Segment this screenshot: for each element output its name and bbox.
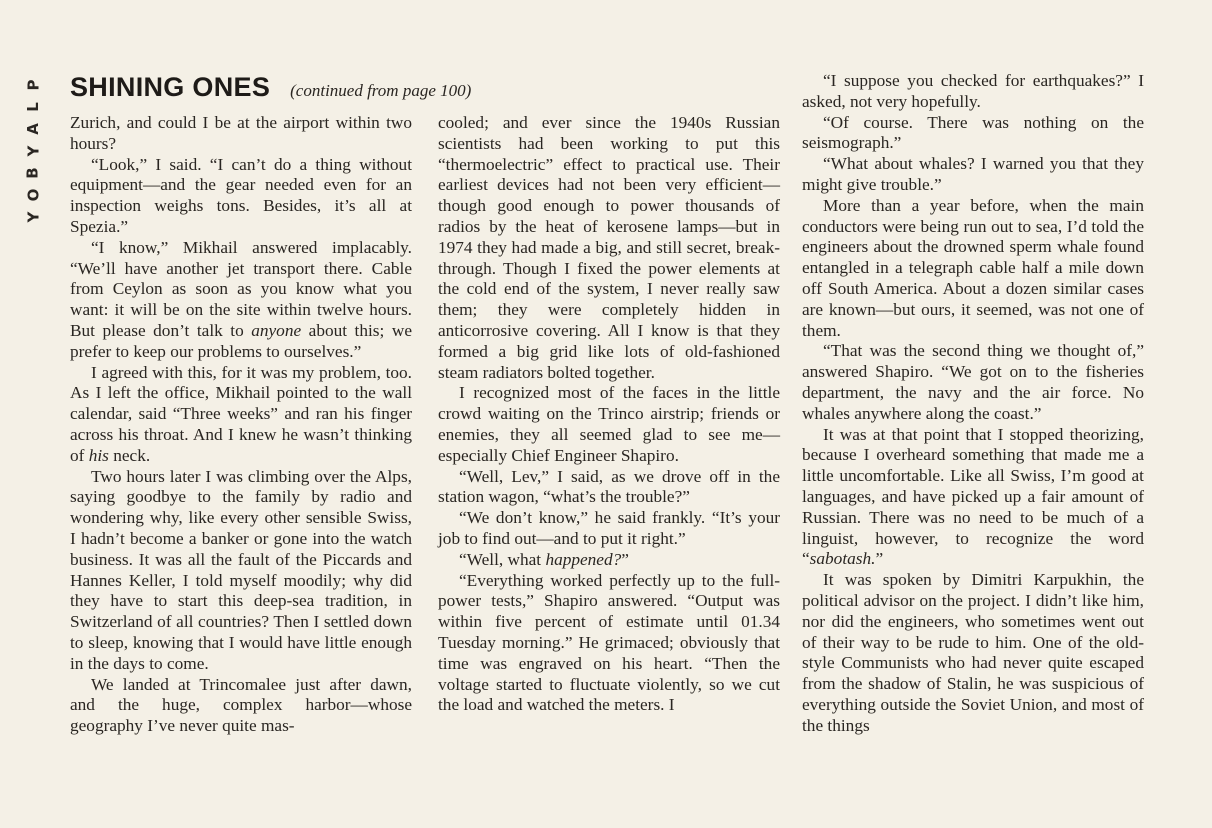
- paragraph: [802, 113, 1144, 155]
- text-column-2: [438, 113, 780, 716]
- text-run: “I know,” Mikhail answered implacably. “We’ll have another jet transport there. Cable from Ceylon as soon as you know what you want: it will be on the site within twelve hours. But please don’t talk to: [70, 237, 412, 340]
- paragraph: [802, 341, 1144, 424]
- text-run: More than a year before, when the main conductors were being run out to sea, I’d told the engineers about the drowned sperm whale found entangled in a telegraph cable half a mile down off South America. About a dozen similar cases are known—but ours, it seemed, was not one of them.: [802, 195, 1144, 340]
- text-run: “Of course. There was nothing on the seismograph.”: [802, 112, 1144, 153]
- spine-letter: B: [24, 167, 42, 179]
- continued-note: (continued from page 100): [290, 81, 472, 100]
- paragraph: [70, 155, 412, 238]
- text-run: I agreed with this, for it was my problem, too. As I left the office, Mikhail pointed to the wall calendar, said “Three weeks” and ran his finger across his throat. And I knew he wasn’t thinking of: [70, 362, 412, 465]
- paragraph: [438, 550, 780, 571]
- text-run: about this; we prefer to keep our problems to ourselves.”: [70, 320, 412, 361]
- text-column-1: [70, 113, 412, 737]
- text-run: “Well, what: [459, 549, 546, 569]
- paragraph: [802, 154, 1144, 196]
- paragraph: [802, 425, 1144, 571]
- text-run: ”: [621, 549, 629, 569]
- paragraph: [70, 113, 412, 155]
- paragraph: [70, 238, 412, 363]
- paragraph: [70, 467, 412, 675]
- page-header: [70, 72, 790, 103]
- text-run: ”: [875, 549, 884, 569]
- emphasis-text: his: [88, 445, 109, 465]
- text-run: “What about whales? I warned you that they might give trouble.”: [802, 154, 1144, 194]
- paragraph: [70, 675, 412, 737]
- text-run: cooled; and ever since the 1940s Russian scientists had been working to put this “thermoelectric” effect to practical use. Their earliest devices had not been very efficient—though good enough to power thousands of radios by the heat of kerosene lamps—but in 1974 they had made a big, and still secret, break-through. Though I fixed the power elements at the cold end of the system, I never really saw them; they were completely hidden in anticorrosive covering. All I know is that they formed a big grid like lots of old-fashioned steam radiators bolted together.: [438, 113, 780, 382]
- spine-letter: Y: [24, 211, 42, 223]
- paragraph: [438, 113, 780, 383]
- paragraph: [70, 363, 412, 467]
- text-run: “I suppose you checked for earthquakes?” I asked, not very hopefully.: [802, 71, 1144, 111]
- text-run: Two hours later I was climbing over the Alps, saying goodbye to the family by radio and wondering why, like every other sensible Swiss, I hadn’t become a banker or gone into the watch business. It was all the fault of the Piccards and Hannes Keller, I told myself moodily; why did they have to start this deep-sea tradition, in Switzerland of all countries? Then I settled down to sleep, knowing that I would have little enough in the days to come.: [70, 466, 412, 673]
- spine-letter: Y: [24, 145, 42, 157]
- magazine-spine: [18, 74, 48, 228]
- text-run: I recognized most of the faces in the little crowd waiting on the Trinco airstrip; friends or enemies, they all seemed glad to see me—especially Chief Engineer Shapiro.: [438, 383, 780, 465]
- text-run: “Look,” I said. “I can’t do a thing without equipment—and the gear needed even for an inspection weighs tons. Besides, it’s all at Spezia.”: [70, 154, 412, 236]
- paragraph: [802, 570, 1144, 736]
- spine-letter: P: [24, 79, 42, 91]
- article-title: SHINING ONES: [70, 72, 271, 102]
- emphasis-text: anyone: [251, 320, 302, 340]
- text-run: It was at that point that I stopped theorizing, because I overheard something that made me a little uncomfortable. Like all Swiss, I’m good at languages, and have picked up a fair amount of Russian. There was no need to be much of a linguist, however, to recognize the word “: [802, 424, 1144, 569]
- emphasis-text: happened?: [545, 549, 622, 569]
- paragraph: [438, 467, 780, 509]
- spine-letter: A: [23, 123, 42, 135]
- text-run: It was spoken by Dimitri Karpukhin, the political advisor on the project. I didn’t like him, nor did the engineers, who sometimes went out of their way to be rude to him. One of the old-style Communists who had never quite escaped from the shadow of Stalin, he was suspicious of everything outside the Soviet Union, and most of the things: [802, 570, 1144, 735]
- text-run: “Well, Lev,” I said, as we drove off in the station wagon, “what’s the trouble?”: [438, 466, 780, 507]
- text-run: “Everything worked perfectly up to the full-power tests,” Shapiro answered. “Output was within five percent of estimate until 01.34 Tuesday morning.” He grimaced; obviously that time was engraved on his heart. “Then the voltage started to fluctuate violently, so we cut the load and watched the meters. I: [438, 570, 780, 715]
- text-run: neck.: [108, 445, 151, 465]
- text-run: Zurich, and could I be at the airport within two hours?: [70, 113, 412, 153]
- paragraph: [438, 508, 780, 550]
- text-run: “We don’t know,” he said frankly. “It’s your job to find out—and to put it right.”: [438, 508, 780, 548]
- paragraph: [438, 571, 780, 717]
- paragraph: [802, 196, 1144, 342]
- text-run: “That was the second thing we thought of,” answered Shapiro. “We got on to the fisheries department, the navy and the air force. No whales anywhere along the coast.”: [802, 341, 1144, 423]
- paragraph: [438, 383, 780, 466]
- spine-letter: L: [24, 102, 42, 112]
- text-run: We landed at Trincomalee just after dawn, and the huge, complex harbor—whose geography I’ve never quite mas-: [70, 674, 412, 736]
- spine-letter: O: [23, 188, 42, 202]
- text-column-3: [802, 71, 1144, 737]
- paragraph: [802, 71, 1144, 113]
- emphasis-text: sabotash.: [809, 549, 876, 569]
